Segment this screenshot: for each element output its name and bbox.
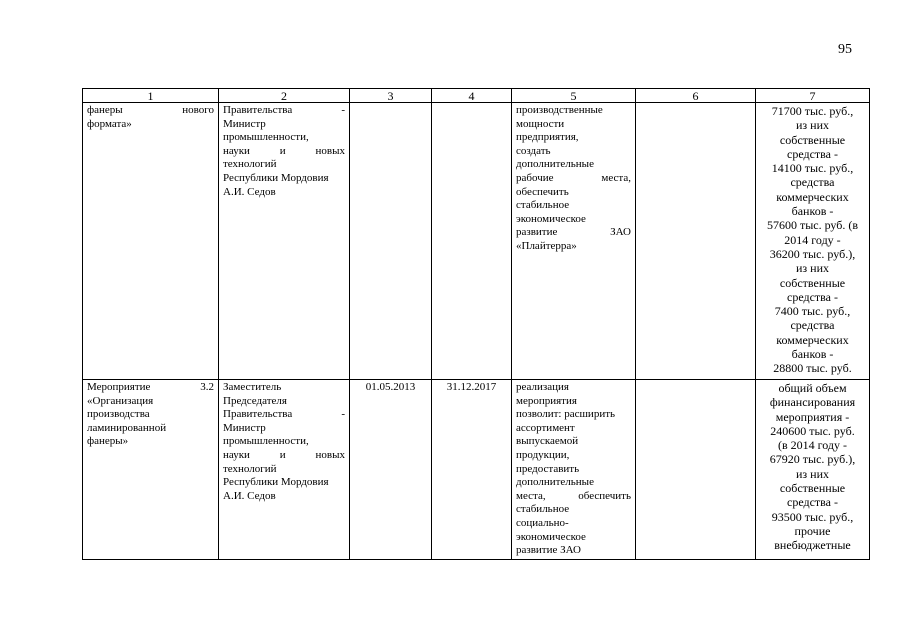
expected-result-cell <box>512 380 636 560</box>
cell-word: А.И. Седов <box>223 489 276 502</box>
cell-text-line <box>87 422 214 436</box>
cell-text-line: общий объем <box>778 381 847 395</box>
start-date-cell: 01.05.2013 <box>350 380 432 560</box>
cell-text-line: 67920 тыс. руб.), <box>769 452 856 467</box>
cell-text-line <box>223 435 345 449</box>
event-name-cell <box>83 103 219 380</box>
cell-text-line <box>223 449 345 463</box>
header-cell: 7 <box>756 89 870 103</box>
cell-word: создать <box>516 144 551 157</box>
cell-word: предоставить <box>516 462 580 475</box>
cell-text-line: средства - <box>787 495 838 510</box>
header-cell: 6 <box>636 89 756 103</box>
cell-text-line: средства <box>790 318 835 333</box>
cell-word: промышленности, <box>223 131 309 144</box>
cell-text-line <box>516 381 631 395</box>
cell-text-line <box>516 531 631 545</box>
cell-word: и <box>279 144 286 157</box>
cell-text-line <box>516 118 631 132</box>
cell-word: экономическое <box>516 212 586 225</box>
cell-text-line <box>87 381 214 395</box>
cell-text-line: 93500 тыс. руб., <box>771 509 854 524</box>
cell-word: 3.2 <box>200 381 214 393</box>
cell-word: - <box>341 408 345 421</box>
responsible-cell <box>219 103 350 380</box>
event-name-cell <box>83 380 219 560</box>
empty-cell <box>636 380 756 560</box>
cell-word: - <box>341 104 345 116</box>
cell-text-line <box>516 199 631 213</box>
cell-word: А.И. Седов <box>223 185 276 198</box>
cell-word: промышленности, <box>223 435 309 448</box>
cell-text-line: коммерческих <box>776 189 849 204</box>
cell-word: выпускаемой <box>516 435 579 448</box>
cell-text-line <box>87 118 214 132</box>
cell-word: Заместитель <box>223 381 282 393</box>
cell-text-line <box>516 186 631 200</box>
cell-text-line: мероприятия - <box>775 409 850 424</box>
cell-word: ассортимент <box>516 421 575 434</box>
cell-text-line <box>516 131 631 145</box>
cell-word: места, <box>516 489 546 502</box>
cell-word: фанеры» <box>87 435 129 448</box>
cell-word: реализация <box>516 381 569 393</box>
cell-word: новых <box>315 448 345 461</box>
cell-word: науки <box>223 448 250 461</box>
cell-text-line <box>223 422 345 436</box>
cell-word: фанеры <box>87 104 123 116</box>
cell-text-line <box>516 517 631 531</box>
cell-text-line <box>223 118 345 132</box>
cell-text-line: из них <box>795 118 829 133</box>
cell-text-line <box>516 226 631 240</box>
cell-word: производственные <box>516 104 603 116</box>
header-cell: 1 <box>83 89 219 103</box>
cell-text-line <box>516 158 631 172</box>
cell-text-line: 2014 году - <box>784 232 841 247</box>
cell-text-line <box>223 172 345 186</box>
cell-word: стабильное <box>516 503 570 516</box>
cell-text-line: собственные <box>779 132 846 147</box>
cell-text-line: 7400 тыс. руб., <box>774 304 851 319</box>
cell-word: ЗАО <box>610 226 631 239</box>
cell-word: социально- <box>516 516 569 529</box>
page-number: 95 <box>838 42 852 57</box>
cell-text-line: внебюджетные <box>774 538 851 553</box>
cell-word: Республики Мордовия <box>223 171 329 184</box>
cell-word: стабильное <box>516 199 570 212</box>
cell-text-line: из них <box>795 261 829 276</box>
cell-word: производства <box>87 408 150 421</box>
cell-word: обеспечить <box>578 489 631 502</box>
cell-text-line: средства - <box>787 146 838 161</box>
cell-text-line <box>223 158 345 172</box>
cell-text-line <box>516 449 631 463</box>
cell-word: мощности <box>516 117 565 130</box>
cell-text-line <box>223 408 345 422</box>
cell-text-line <box>516 395 631 409</box>
cell-text-line <box>516 435 631 449</box>
cell-word: рабочие <box>516 171 554 184</box>
start-date-cell <box>350 103 432 380</box>
end-date-cell: 31.12.2017 <box>432 380 512 560</box>
cell-text-line <box>87 395 214 409</box>
cell-word: развитие <box>516 226 558 239</box>
cell-text-line <box>516 213 631 227</box>
end-date-cell <box>432 103 512 380</box>
cell-text-line: 28800 тыс. руб. <box>773 361 852 376</box>
cell-text-line <box>516 240 631 254</box>
cell-text-line: 14100 тыс. руб., <box>771 161 854 176</box>
cell-text-line <box>516 476 631 490</box>
cell-text-line: 240600 тыс. руб. <box>770 423 855 438</box>
cell-word: дополнительные <box>516 158 594 171</box>
cell-text-line: коммерческих <box>776 332 849 347</box>
empty-cell <box>636 103 756 380</box>
cell-word: обеспечить <box>516 185 569 198</box>
responsible-cell <box>219 380 350 560</box>
cell-text-line <box>516 503 631 517</box>
table-header-row <box>83 89 870 103</box>
cell-word: технологий <box>223 158 277 171</box>
cell-word: продукции, <box>516 448 570 461</box>
program-table <box>82 88 870 560</box>
cell-word: мероприятия <box>516 394 577 407</box>
cell-text-line <box>223 186 345 200</box>
cell-text-line <box>516 544 631 558</box>
cell-word: Министр <box>223 117 266 130</box>
cell-word: дополнительные <box>516 476 594 489</box>
cell-word: предприятия, <box>516 131 579 144</box>
cell-text-line: банков - <box>791 204 834 219</box>
cell-text-line <box>516 422 631 436</box>
cell-text-line <box>87 104 214 118</box>
cell-text-line <box>223 476 345 490</box>
cell-text-line: финансирования <box>769 395 856 410</box>
cell-word: формата» <box>87 117 132 130</box>
cell-word: места, <box>601 171 631 184</box>
header-cell: 5 <box>512 89 636 103</box>
cell-text-line <box>223 381 345 395</box>
cell-word: «Организация <box>87 394 154 407</box>
table-row <box>83 380 870 560</box>
cell-text-line: 71700 тыс. руб., <box>771 104 854 118</box>
cell-word: ламинированной <box>87 421 167 434</box>
cell-text-line <box>516 408 631 422</box>
cell-word: и <box>279 448 286 461</box>
financing-cell <box>756 380 870 560</box>
cell-word: Республики Мордовия <box>223 476 329 489</box>
cell-text-line: средства <box>790 175 835 190</box>
cell-text-line <box>223 490 345 504</box>
cell-text-line <box>87 435 214 449</box>
cell-text-line <box>223 395 345 409</box>
cell-text-line <box>516 172 631 186</box>
cell-word: науки <box>223 144 250 157</box>
cell-text-line <box>223 131 345 145</box>
header-cell: 4 <box>432 89 512 103</box>
cell-text-line <box>516 490 631 504</box>
cell-text-line: банков - <box>791 347 834 362</box>
cell-word: Мероприятие <box>87 381 151 393</box>
cell-text-line: из них <box>795 466 829 481</box>
cell-word: экономическое <box>516 530 586 543</box>
cell-word: позволит: расширить <box>516 408 616 421</box>
cell-text-line: прочие <box>794 523 831 538</box>
header-cell: 2 <box>219 89 350 103</box>
cell-word: Правительства <box>223 408 293 421</box>
table-row <box>83 103 870 380</box>
cell-text-line <box>223 463 345 477</box>
cell-word: новых <box>315 144 345 157</box>
cell-text-line: собственные <box>779 275 846 290</box>
cell-text-line: средства - <box>787 289 838 304</box>
cell-text-line: 36200 тыс. руб.), <box>769 246 856 261</box>
cell-text-line <box>87 408 214 422</box>
cell-text-line <box>516 463 631 477</box>
cell-text-line: собственные <box>779 481 846 496</box>
cell-word: Министр <box>223 421 266 434</box>
financing-cell <box>756 103 870 380</box>
cell-word: «Плайтерра» <box>516 239 577 252</box>
cell-text-line <box>516 145 631 159</box>
cell-text-line <box>516 104 631 118</box>
header-cell: 3 <box>350 89 432 103</box>
expected-result-cell <box>512 103 636 380</box>
cell-word: нового <box>182 104 214 116</box>
cell-word: Правительства <box>223 104 293 116</box>
cell-text-line <box>223 104 345 118</box>
cell-text-line: 57600 тыс. руб. (в <box>766 218 859 233</box>
cell-word: развитие ЗАО <box>516 544 581 557</box>
cell-text-line: (в 2014 году - <box>777 438 848 453</box>
cell-word: Председателя <box>223 394 287 407</box>
cell-text-line <box>223 145 345 159</box>
cell-word: технологий <box>223 462 277 475</box>
